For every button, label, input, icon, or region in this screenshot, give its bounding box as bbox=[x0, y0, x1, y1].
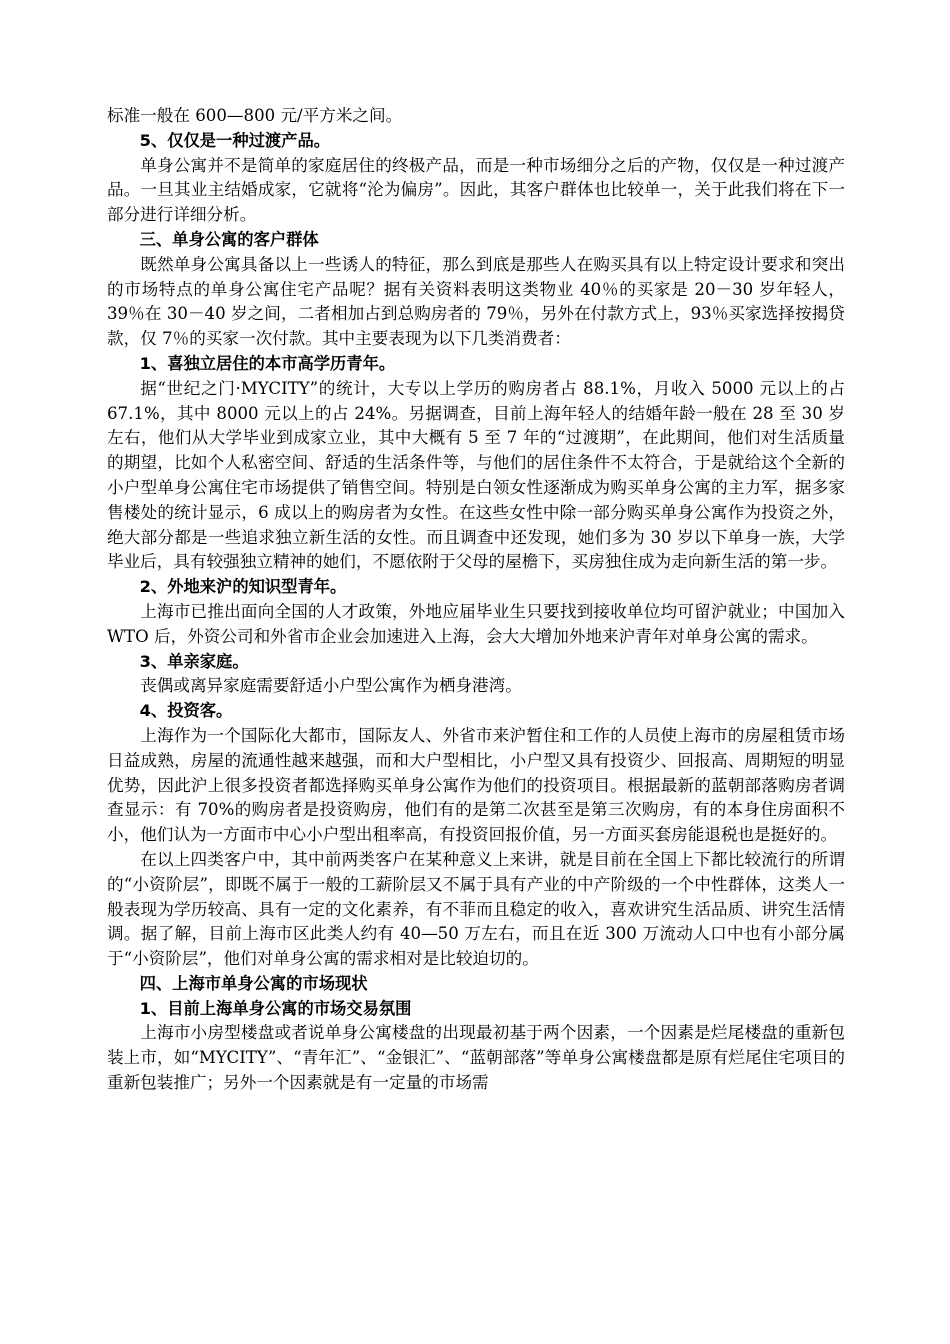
section-heading: 5、仅仅是一种过渡产品。 bbox=[139, 130, 331, 150]
paragraph: 在以上四类客户中，其中前两类客户在某种意义上来讲，就是目前在全国上下都比较流行的所谓的“小资阶层”，即既不属于一般的工薪阶层又不属于具有产业的中产阶级的一个中性群体，这类人一般表现为学历较高、具有一定的文化素养，有不菲而且稳定的收入，喜欢讲究生活品质、讲究生活情调。据了解，目前上海市区此类人约有 40—50 万左右，而且在近 300 万流动人口中也有小部分属于“小资阶层”，他们对单身公寓的需求相对是比较迫切的。 bbox=[107, 849, 845, 969]
paragraph: 既然单身公寓具备以上一些诱人的特征，那么到底是那些人在购买具有以上特定设计要求和突出的市场特点的单身公寓住宅产品呢？据有关资料表明这类物业 40％的买家是 20－30 岁年轻人，39％在 30－40 岁之间，二者相加占到总购房者的 79％，另外在付款方式上，93％买家选择按揭贷款，仅 7％的买家一次付款。其中主要表现为以下几类消费者： bbox=[107, 254, 845, 349]
paragraph: 丧偶或离异家庭需要舒适小户型公寓作为栖身港湾。 bbox=[140, 676, 522, 696]
section-heading: 1、喜独立居住的本市高学历青年。 bbox=[139, 353, 396, 373]
section-heading: 4、投资客。 bbox=[139, 701, 233, 721]
section-heading: 四、上海市单身公寓的市场现状 bbox=[139, 973, 368, 993]
paragraph: 据“世纪之门·MYCITY”的统计，大专以上学历的购房者占 88.1%，月收入 5000 元以上的占 67.1%，其中 8000 元以上的占 24%。另据调查，目前上海年轻人的结婚年龄一般在 28 至 30 岁左右，他们从大学毕业到成家立业，其中大概有 5 至 7 年的“过渡期”，在此期间，他们对生活质量的期望，比如个人私密空间、舒适的生活条件等，与他们的居住条件不太符合，于是就给这个全新的小户型单身公寓住宅市场提供了销售空间。特别是白领女性逐渐成为购买单身公寓的主力军，据多家售楼处的统计显示，6 成以上的购房者为女性。在这些女性中除一部分购买单身公寓作为投资之外，绝大部分都是一些追求独立新生活的女性。而且调查中还发现，她们多为 30 岁以下单身一族，大学毕业后，具有较强独立精神的她们，不愿依附于父母的屋檐下，买房独住成为走向新生活的第一步。 bbox=[107, 378, 845, 572]
paragraph: 上海市已推出面向全国的人才政策，外地应届毕业生只要找到接收单位均可留沪就业；中国加入 WTO 后，外资公司和外省市企业会加速进入上海，会大大增加外地来沪青年对单身公寓的需求。 bbox=[107, 601, 845, 646]
paragraph: 标准一般在 600—800 元/平方米之间。 bbox=[107, 106, 403, 125]
paragraph: 单身公寓并不是简单的家庭居住的终极产品，而是一种市场细分之后的产物，仅仅是一种过渡产品。一旦其业主结婚成家，它就将“沦为偏房”。因此，其客户群体也比较单一，关于此我们将在下一部分进行详细分析。 bbox=[107, 155, 845, 225]
section-heading: 3、单亲家庭。 bbox=[139, 651, 249, 671]
paragraph: 上海作为一个国际化大都市，国际友人、外省市来沪暂住和工作的人员使上海市的房屋租赁市场日益成熟，房屋的流通性越来越强，而和大户型相比，小户型又具有投资少、回报高、周期短的明显优势，因此沪上很多投资者都选择购买单身公寓作为他们的投资项目。根据最新的蓝朝部落购房者调查显示：有 70%的购房者是投资购房，他们有的是第二次甚至是第三次购房，有的本身住房面积不小，他们认为一方面市中心小户型出租率高，有投资回报价值，另一方面买套房能退税也是挺好的。 bbox=[107, 725, 845, 845]
section-heading: 2、外地来沪的知识型青年。 bbox=[139, 577, 347, 597]
section-heading: 1、目前上海单身公寓的市场交易氛围 bbox=[139, 998, 412, 1018]
section-heading: 三、单身公寓的客户群体 bbox=[139, 229, 319, 249]
document-page bbox=[107, 104, 845, 1096]
paragraph: 上海市小房型楼盘或者说单身公寓楼盘的出现最初基于两个因素，一个因素是烂尾楼盘的重新包装上市，如“MYCITY”、“青年汇”、“金银汇”、“蓝朝部落”等单身公寓楼盘都是原有烂尾住宅项目的重新包装推广；另外一个因素就是有一定量的市场需 bbox=[107, 1023, 845, 1093]
